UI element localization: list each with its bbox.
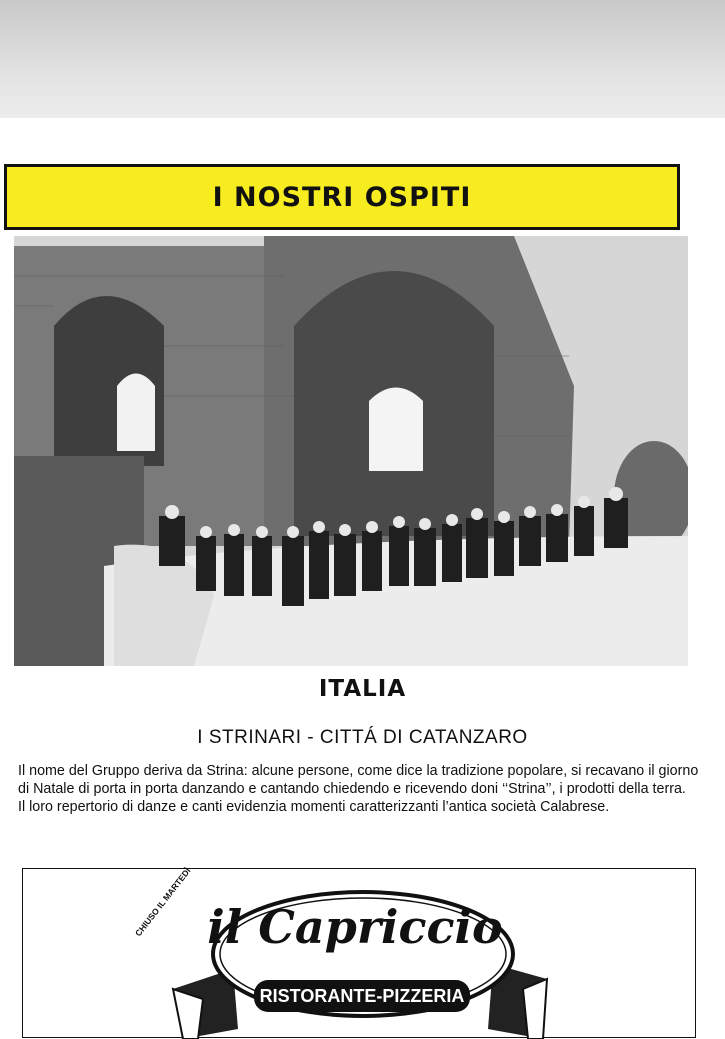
- advert-ornament: [23, 869, 697, 1039]
- restaurant-name: il Capriccio: [207, 900, 503, 954]
- group-photo: [14, 236, 688, 666]
- description-paragraph: Il loro repertorio di danze e canti evidenzia momenti caratterizzanti l’antica società Calabrese.: [18, 799, 610, 815]
- country-heading: ITALIA: [318, 676, 407, 702]
- closing-day-note: CHIUSO IL MARTEDÌ: [133, 865, 193, 939]
- description-paragraph: Il nome del Gruppo deriva da Strina: alcune persone, come dice la tradizione popolare, si recavano il giorno di Natale di porta in porta danzando e cantando chiedendo e ricevendo doni ‘‘Strina’’, i prodotti della terra.: [18, 763, 699, 797]
- section-title: I NOSTRI OSPITI: [212, 181, 472, 213]
- section-banner: [4, 164, 680, 230]
- restaurant-type: RISTORANTE-PIZZERIA: [254, 980, 470, 1012]
- group-description: [18, 762, 708, 816]
- group-heading: I STRINARI - CITTÁ DI CATANZARO: [197, 727, 528, 748]
- scan-background: [0, 0, 725, 133]
